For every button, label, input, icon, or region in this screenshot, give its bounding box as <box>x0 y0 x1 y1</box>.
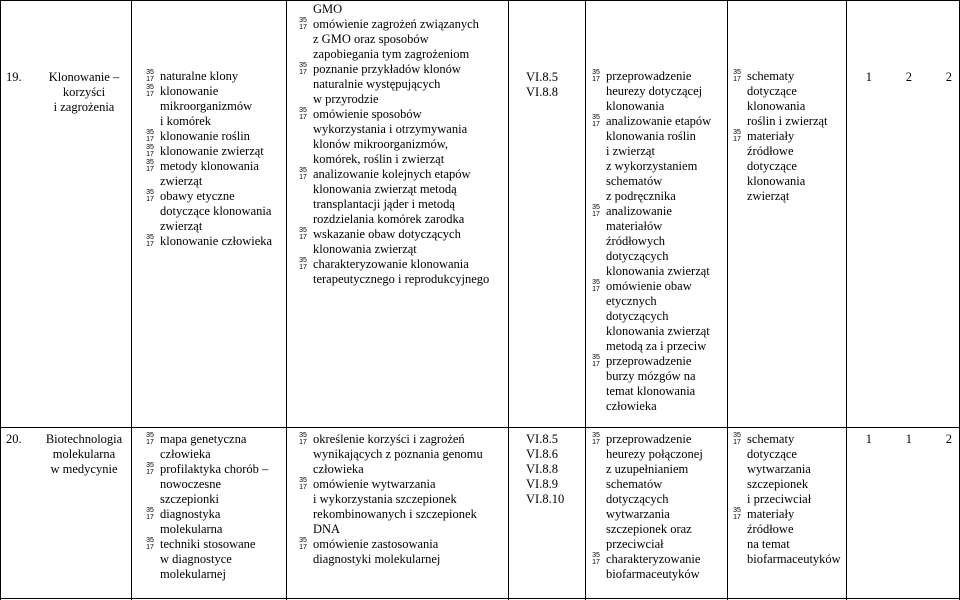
bullet-icon: 35 17 <box>146 144 154 158</box>
list-item: 35 17 materiały źródłowe dotyczące klonowania zwierząt <box>731 129 845 204</box>
column-divider <box>846 0 847 600</box>
bullet-icon: 35 17 <box>592 354 600 368</box>
list-item: 35 17 profilaktyka chorób – nowoczesne szczepionki <box>144 462 284 507</box>
bullet-icon: 35 17 <box>592 114 600 128</box>
list-item: 35 17 klonowanie człowieka <box>144 234 284 249</box>
bullet-icon: 35 17 <box>146 507 154 521</box>
standards-list <box>526 432 582 507</box>
column-divider <box>727 0 728 600</box>
bullet-icon: 35 17 <box>146 84 154 98</box>
list-item: 35 17 klonowanie roślin <box>144 129 284 144</box>
list-item: 35 17 klonowanie zwierząt <box>144 144 284 159</box>
bullet-icon: 35 17 <box>299 167 307 181</box>
list-item: 35 17 schematy dotyczące wytwarzania szczepionek i przeciwciał <box>731 432 845 507</box>
bullet-icon: 35 17 <box>299 537 307 551</box>
list-item: 35 17 analizowanie kolejnych etapów klonowania zwierząt metodą transplantacji jąder i metodą rozdzielania komórek zarodka <box>297 167 507 227</box>
bullet-icon: 35 17 <box>733 432 741 446</box>
list-item: 35 17 naturalne klony <box>144 69 284 84</box>
objectives-list <box>297 2 507 287</box>
continued-text: GMO <box>313 2 343 16</box>
bullet-icon: 35 17 <box>146 234 154 248</box>
standard-code: VI.8.8 <box>526 462 558 476</box>
content-list <box>144 69 284 249</box>
bullet-icon: 35 17 <box>146 462 154 476</box>
bullet-icon: 35 17 <box>146 159 154 173</box>
bullet-icon: 35 17 <box>592 279 600 293</box>
column-divider <box>508 0 509 600</box>
list-item: 35 17 omówienie zastosowania diagnostyki molekularnej <box>297 537 507 567</box>
bullet-icon: 35 17 <box>592 69 600 83</box>
bullet-icon: 35 17 <box>299 107 307 121</box>
list-item: 35 17 omówienie zagrożeń związanych z GMO oraz sposobów zapobiegania tym zagrożeniom <box>297 17 507 62</box>
bullet-icon: 35 17 <box>733 69 741 83</box>
list-item: 35 17 charakteryzowanie biofarmaceutyków <box>590 552 726 582</box>
bullet-icon: 35 17 <box>592 552 600 566</box>
standards-list <box>526 70 582 100</box>
list-item: 35 17 schematy dotyczące klonowania roślin i zwierząt <box>731 69 845 129</box>
standard-code: VI.8.8 <box>526 85 558 99</box>
topic-number: 19. <box>6 70 22 84</box>
hours-value: 1 <box>905 432 912 446</box>
list-item: 35 17 analizowanie materiałów źródłowych dotyczących klonowania zwierząt <box>590 204 726 279</box>
list-item: 35 17 poznanie przykładów klonów naturalnie występujących w przyrodzie <box>297 62 507 107</box>
bullet-icon: 35 17 <box>592 204 600 218</box>
bullet-icon: 35 17 <box>299 432 307 446</box>
bullet-icon: 35 17 <box>146 189 154 203</box>
list-item: 35 17 klonowanie mikroorganizmów i komórek <box>144 84 284 129</box>
materials-list <box>731 69 845 204</box>
list-item: 35 17 mapa genetyczna człowieka <box>144 432 284 462</box>
table-border-bottom <box>0 598 960 599</box>
row-divider <box>0 427 960 428</box>
column-divider <box>0 0 1 600</box>
list-item: 35 17 analizowanie etapów klonowania roślin i zwierząt z wykorzystaniem schematów z podręcznika <box>590 114 726 204</box>
list-item: 35 17 omówienie obaw etycznych dotyczących klonowania zwierząt metodą za i przeciw <box>590 279 726 354</box>
list-item: 35 17 materiały źródłowe na temat biofarmaceutyków <box>731 507 845 567</box>
bullet-icon: 35 17 <box>299 17 307 31</box>
standard-code: VI.8.9 <box>526 477 558 491</box>
column-divider <box>286 0 287 600</box>
hours-value: 1 <box>865 70 872 84</box>
bullet-icon: 35 17 <box>146 129 154 143</box>
bullet-icon: 35 17 <box>733 129 741 143</box>
standard-code: VI.8.10 <box>526 492 565 506</box>
bullet-icon: 35 17 <box>299 62 307 76</box>
list-item: 35 17 omówienie sposobów wykorzystania i otrzymywania klonów mikroorganizmów, komórek, roślin i zwierząt <box>297 107 507 167</box>
topic-cell <box>6 70 128 114</box>
list-item: 35 17 diagnostyka molekularna <box>144 507 284 537</box>
hours-values <box>832 432 958 447</box>
list-item: 35 17 techniki stosowane w diagnostyce molekularnej <box>144 537 284 582</box>
hours-value: 2 <box>905 70 912 84</box>
objectives-list <box>297 432 507 567</box>
bullet-icon: 35 17 <box>299 227 307 241</box>
hours-value: 1 <box>865 432 872 446</box>
list-item: 35 17 omówienie wytwarzania i wykorzystania szczepionek rekombinowanych i szczepionek DNA <box>297 477 507 537</box>
bullet-icon: 35 17 <box>146 537 154 551</box>
standard-code: VI.8.5 <box>526 70 558 84</box>
list-item: 35 17 metody klonowania zwierząt <box>144 159 284 189</box>
bullet-icon: 35 17 <box>299 477 307 491</box>
procedures-list <box>590 69 726 414</box>
list-item: 35 17 charakteryzowanie klonowania terapeutycznego i reprodukcyjnego <box>297 257 507 287</box>
list-item: 35 17 przeprowadzenie heurezy połączonej z uzupełnianiem schematów dotyczących wytwarzania szczepionek oraz przeciwciał <box>590 432 726 552</box>
bullet-icon: 35 17 <box>299 257 307 271</box>
standard-code: VI.8.5 <box>526 432 558 446</box>
topic-title: Klonowanie – korzyści i zagrożenia <box>48 70 120 114</box>
procedures-list <box>590 432 726 582</box>
topic-number: 20. <box>6 432 22 446</box>
bullet-icon: 35 17 <box>592 432 600 446</box>
topic-title: Biotechnologia molekularna w medycynie <box>45 432 123 476</box>
list-item: 35 17 określenie korzyści i zagrożeń wynikających z poznania genomu człowieka <box>297 432 507 477</box>
materials-list <box>731 432 845 567</box>
hours-value: 2 <box>945 432 952 446</box>
list-item: 35 17 wskazanie obaw dotyczących klonowania zwierząt <box>297 227 507 257</box>
standard-code: VI.8.6 <box>526 447 558 461</box>
hours-value: 2 <box>945 70 952 84</box>
table-border-top <box>0 0 960 1</box>
hours-values <box>832 70 958 85</box>
list-item: 35 17 przeprowadzenie burzy mózgów na temat klonowania człowieka <box>590 354 726 414</box>
bullet-icon: 35 17 <box>146 432 154 446</box>
content-list <box>144 432 284 582</box>
topic-cell <box>6 432 128 476</box>
column-divider <box>585 0 586 600</box>
bullet-icon: 35 17 <box>146 69 154 83</box>
bullet-icon: 35 17 <box>733 507 741 521</box>
list-item: 35 17 przeprowadzenie heurezy dotyczącej klonowania <box>590 69 726 114</box>
list-item: 35 17 obawy etyczne dotyczące klonowania zwierząt <box>144 189 284 234</box>
